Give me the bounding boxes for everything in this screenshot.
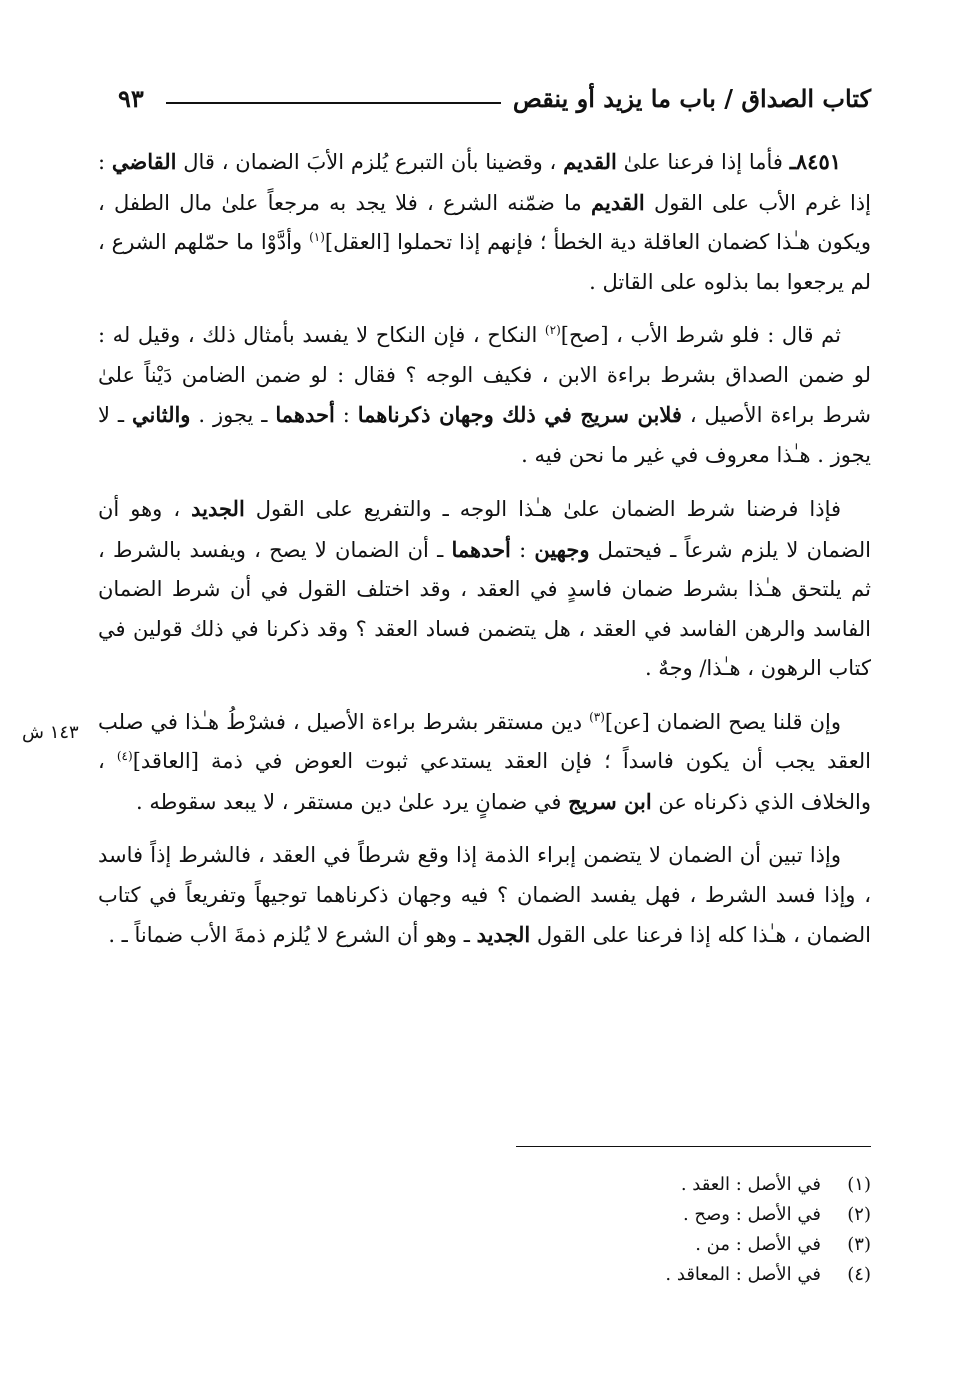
footnote-separator	[516, 1146, 871, 1147]
bold-term: فلابن سريج في ذلك وجهان ذكرناهما	[357, 402, 682, 427]
bold-term: الجديد	[191, 496, 245, 521]
footnote-number: (٤)	[847, 1264, 871, 1285]
section-number: ٨٤٥١ـ	[789, 149, 842, 174]
footnote-number: (٢)	[847, 1204, 871, 1225]
text-run: ـ وهو أن الشرع لا يُلزم ذمةَ الأب ضماناً ـ .	[108, 923, 477, 947]
text-run: ، وقضينا بأن التبرع يُلزم الأبَ الضمان ، قال	[176, 150, 564, 174]
text-run: النكاح ، فإن النكاح لا يفسد بأمثال ذلك ، وقيل له : لو ضمن الصداق بشرط براءة الابن ، فكيف الوجه ؟ فقال : لو ضمن الضامن دَيْناً علىٰ شرط براءة الأصيل ،	[98, 323, 871, 427]
footnote-2	[500, 1200, 871, 1230]
bold-term: القديم	[591, 189, 645, 215]
footnote-number: (٣)	[847, 1234, 871, 1255]
header-title: كتاب الصداق / باب ما يزيد أو ينقص	[512, 83, 871, 113]
text-run: :	[510, 537, 535, 562]
text-run: ـ أن الضمان لا يصح ، ويفسد بالشرط ، ثم يلتحق هـٰذا بشرط ضمان فاسدٍ في العقد ، وقد اختلف القول في أن شرط الضمان الفاسد والرهن الفاسد في العقد ، هل يتضمن فساد العقد ؟ وقد ذكرنا في ذلك قولين في كتاب الرهون ، هـٰذا/ وجهٌ .	[98, 537, 871, 680]
footnote-4	[500, 1260, 871, 1290]
bold-term: القديم	[563, 149, 617, 174]
text-run: ما ضمّنه الشرع ، فلا يجد به مرجعاً علىٰ مال الطفل ، ويكون هـٰذا كضمان العاقلة دية الخطأ ؛ فإنهم إذا تحملوا [العقل]	[98, 190, 871, 254]
paragraph-5	[98, 836, 871, 956]
paragraph-4	[98, 703, 871, 823]
text-run: ـ يجوز .	[190, 403, 276, 427]
footnote-text: في الأصل : من .	[695, 1234, 821, 1255]
footnote-ref: (٢)	[544, 323, 561, 337]
text-run: ، وهو أن الضمان لا يلزم شرعاً ـ فيحتمل	[98, 497, 871, 562]
text-run: ثم قال : فلو شرط الأب ، [صح]	[560, 323, 841, 347]
footnote-text: في الأصل : العقد .	[680, 1174, 821, 1195]
text-run: :	[334, 403, 358, 427]
bold-term: وجهين	[534, 536, 590, 562]
footnote-text: في الأصل : وصح .	[682, 1204, 821, 1225]
text-run: ، والخلاف الذي ذكرناه عن	[98, 749, 871, 814]
main-text	[98, 142, 871, 970]
bold-term: أحدهما	[451, 536, 511, 562]
footnotes	[500, 1170, 871, 1290]
paragraph-2	[98, 316, 871, 475]
footnote-number: (١)	[847, 1174, 871, 1195]
page-number: ٩٣	[118, 83, 144, 113]
text-run: ـ لا يجوز . هـٰذا معروف في غير ما نحن فيه .	[98, 403, 871, 467]
text-run: دين مستقر بشرط براءة الأصيل ، فشرْطُ هـٰذا في صلب العقد يجب أن يكون فاسداً ؛ فإن العقد يستدعي ثبوت العوض في ذمة [العاقد]	[98, 709, 872, 773]
text-run: : إذا غرم الأب على القول	[98, 150, 871, 215]
footnote-3	[500, 1230, 871, 1260]
bold-term: أحدهما	[275, 402, 335, 427]
bold-term: القاضي	[111, 149, 177, 174]
text-run: وإن قلنا يصح الضمان [عن]	[604, 709, 841, 734]
bold-term: والثاني	[131, 402, 191, 427]
bold-term: ابن سريج	[568, 788, 652, 814]
paragraph-1	[98, 142, 871, 302]
footnote-ref: (٣)	[589, 709, 605, 724]
bold-term: الجديد	[476, 922, 531, 947]
paragraph-3	[98, 489, 871, 689]
footnote-text: في الأصل : المعاقد .	[665, 1264, 821, 1285]
margin-folio-note: ١٤٣ ش	[22, 722, 79, 743]
running-header	[118, 78, 871, 118]
footnote-ref: (١)	[309, 230, 325, 244]
text-run: فأما إذا فرعنا علىٰ	[616, 150, 790, 174]
text-run: في ضمانٍ يرد علىٰ دين مستقر ، لا يبعد سقوطه .	[136, 789, 569, 814]
text-run: وإذا تبين أن الضمان لا يتضمن إبراء الذمة إذا وقع شرطاً في العقد ، فالشرط إذاً فاسد ، وإذا فسد الشرط ، فهل يفسد الضمان ؟ فيه وجهان ذكرناهما توجيهاً وتفريعاً في كتاب الضمان ، هـٰذا كله إذا فرعنا على القول	[98, 843, 871, 947]
footnote-ref: (٤)	[116, 749, 133, 763]
footnote-1	[500, 1170, 871, 1200]
text-run: فإذا فرضنا شرط الضمان علىٰ هـٰذا الوجه ـ والتفريع على القول	[244, 497, 842, 521]
header-rule	[166, 102, 501, 104]
text-run: وأدَّوْا ما حمّلهم الشرع ، لم يرجعوا بما بذلوه على القاتل .	[98, 230, 871, 294]
